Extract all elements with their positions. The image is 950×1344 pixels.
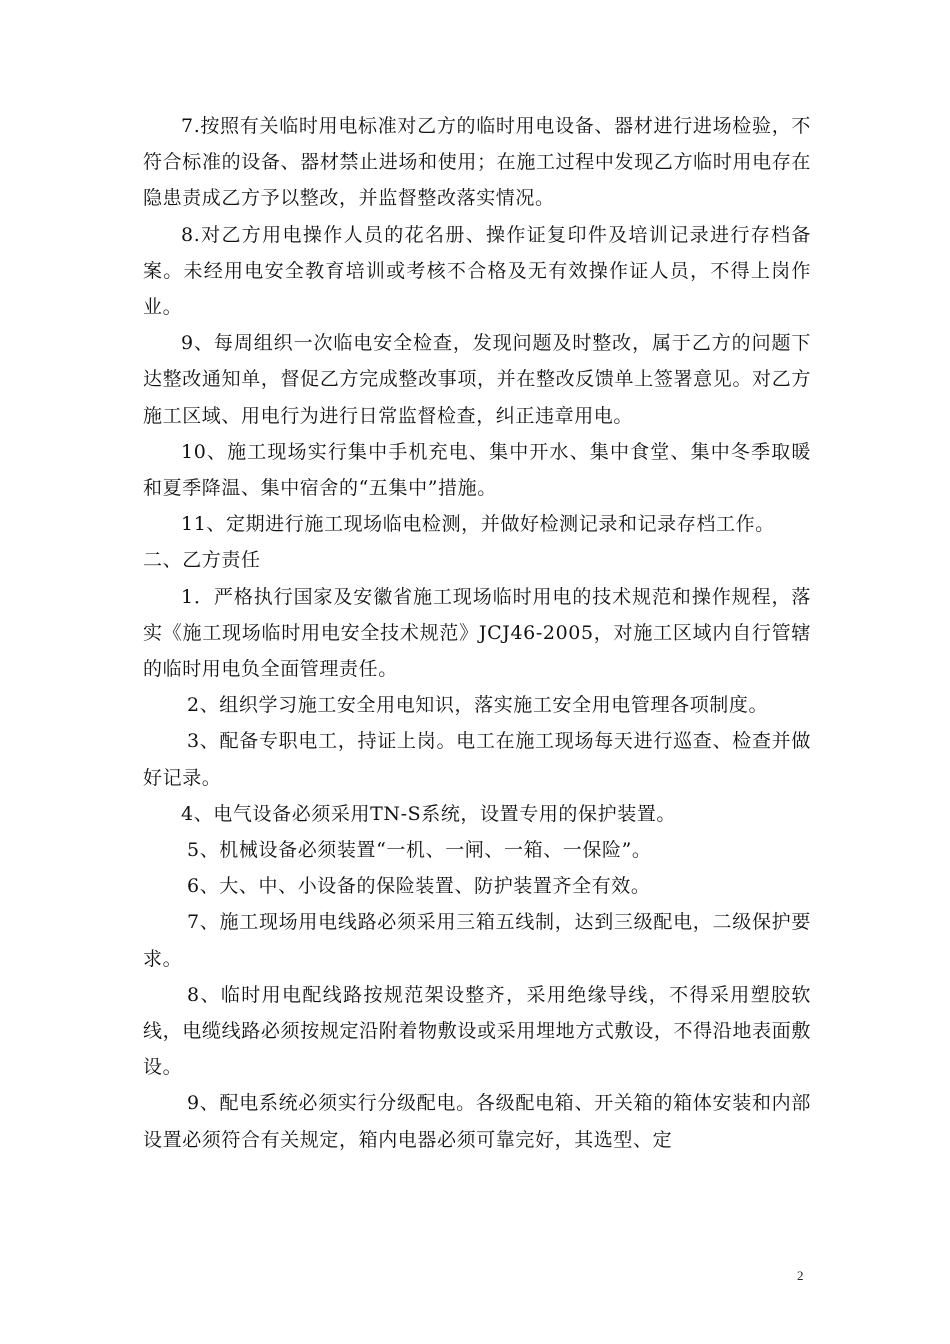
paragraph-item-8: 8.对乙方用电操作人员的花名册、操作证复印件及培训记录进行存档备案。未经用电安全教育培训或考核不合格及无有效操作证人员，不得上岗作业。	[143, 223, 811, 319]
paragraph-b-1: 1．严格执行国家及安徽省施工现场临时用电的技术规范和操作规程，落实《施工现场临时用电安全技术规范》JCJ46-2005，对施工区域内自行管辖的临时用电负全面管理责任。	[143, 585, 811, 681]
paragraph-b-6: 6、大、中、小设备的保险装置、防护装置齐全有效。	[187, 875, 651, 898]
paragraph-b-7: 7、施工现场用电线路必须采用三箱五线制，达到三级配电，二级保护要求。	[143, 911, 811, 970]
section-heading-party-b: 二、乙方责任	[143, 549, 261, 572]
paragraph-item-7: 7.按照有关临时用电标准对乙方的临时用电设备、器材进行进场检验，不符合标准的设备、器材禁止进场和使用；在施工过程中发现乙方临时用电存在隐患责成乙方予以整改，并监督整改落实情况。	[143, 115, 811, 210]
paragraph-b-4: 4、电气设备必须采用TN-S系统，设置专用的保护装置。	[181, 802, 677, 825]
paragraph-item-9: 9、每周组织一次临电安全检查，发现问题及时整改，属于乙方的问题下达整改通知单，督促乙方完成整改事项，并在整改反馈单上签署意见。对乙方施工区域、用电行为进行日常监督检查，纠正违章用电。	[143, 332, 811, 427]
paragraph-b-8: 8、临时用电配线路按规范架设整齐，采用绝缘导线，不得采用塑胶软线，电缆线路必须按规定沿附着物敷设或采用埋地方式敷设，不得沿地表面敷设。	[143, 983, 811, 1079]
page-number: 2	[797, 1268, 804, 1283]
paragraph-b-5: 5、机械设备必须装置“一机、一闸、一箱、一保险”。	[187, 839, 652, 862]
paragraph-b-9: 9、配电系统必须实行分级配电。各级配电箱、开关箱的箱体安装和内部设置必须符合有关规定，箱内电器必须可靠完好，其选型、定	[143, 1092, 811, 1151]
paragraph-item-11: 11、定期进行施工现场临电检测，并做好检测记录和记录存档工作。	[181, 513, 775, 536]
paragraph-b-2: 2、组织学习施工安全用电知识，落实施工安全用电管理各项制度。	[187, 694, 769, 717]
paragraph-item-10: 10、施工现场实行集中手机充电、集中开水、集中食堂、集中冬季取暖和夏季降温、集中宿舍的“五集中”措施。	[143, 440, 811, 500]
document-body	[143, 108, 811, 1158]
paragraph-b-3: 3、配备专职电工，持证上岗。电工在施工现场每天进行巡查、检查并做好记录。	[143, 730, 811, 789]
